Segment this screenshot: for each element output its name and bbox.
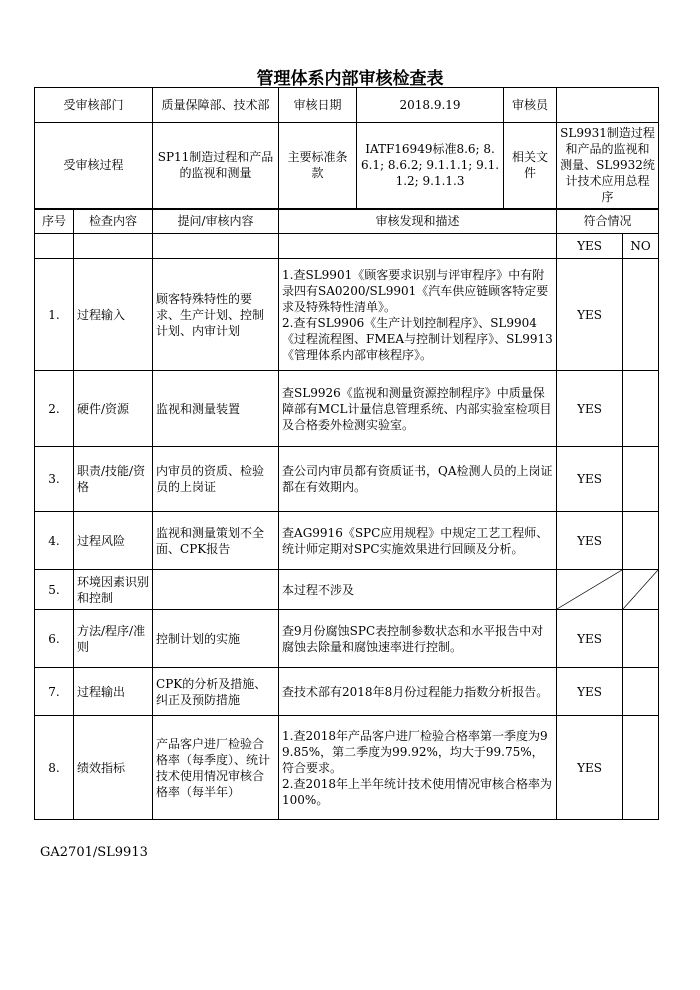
header-conform: 符合情况 — [557, 209, 659, 234]
table-row: 5. 环境因素识别和控制 本过程不涉及 — [35, 570, 659, 610]
clause-value: IATF16949标准8.6; 8.6.1; 8.6.2; 9.1.1.1; 9.1.1.2; 9.1.1.3 — [357, 123, 504, 209]
diagonal-slash-icon — [623, 570, 658, 609]
table-row: 1. 过程输入 顾客特殊特性的要求、生产计划、控制计划、内审计划 1.查SL9901《顾客要求识别与评审程序》中有附录四有SA0200/SL9901《汽车供应链顾客特定要求及特殊特性清单》。 2.查有SL9906《生产计划控制程序》、SL9904《过程流程图、FMEA与控制计划程序》、SL9913《管理体系内部审核程序》。 YES — [35, 259, 659, 371]
process-label: 受审核过程 — [35, 123, 153, 209]
clause-label: 主要标准条款 — [279, 123, 357, 209]
info-row-process — [35, 123, 659, 209]
document-code: GA2701/SL9913 — [40, 845, 148, 860]
table-row: 4. 过程风险 监视和测量策划不全面、CPK报告 查AG9916《SPC应用规程》中规定工艺工程师、统计师定期对SPC实施效果进行回顾及分析。 YES — [35, 512, 659, 570]
date-label: 审核日期 — [279, 88, 357, 123]
not-applicable-slash — [557, 570, 623, 610]
dept-value: 质量保障部、技术部 — [153, 88, 279, 123]
table-row: 2. 硬件/资源 监视和测量装置 查SL9926《监视和测量资源控制程序》中质量保障部有MCL计量信息管理系统、内部实验室检项目及合格委外检测实验室。 YES — [35, 371, 659, 447]
header-content: 检查内容 — [74, 209, 153, 234]
header-question: 提问/审核内容 — [153, 209, 279, 234]
dept-label: 受审核部门 — [35, 88, 153, 123]
table-row: 3. 职责/技能/资格 内审员的资质、检验员的上岗证 查公司内审员都有资质证书，QA检测人员的上岗证都在有效期内。 YES — [35, 447, 659, 512]
audit-checklist-table — [34, 87, 659, 820]
table-row: 7. 过程输出 CPK的分析及措施、纠正及预防措施 查技术部有2018年8月份过程能力指数分析报告。 YES — [35, 668, 659, 716]
header-finding: 审核发现和描述 — [279, 209, 557, 234]
header-row — [35, 209, 659, 234]
date-value: 2018.9.19 — [357, 88, 504, 123]
not-applicable-slash — [623, 570, 659, 610]
header-yes: YES — [557, 234, 623, 259]
diagonal-slash-icon — [557, 570, 622, 609]
docs-value: SL9931制造过程和产品的监视和测量、SL9932统计技术应用总程序 — [557, 123, 659, 209]
info-row-dept — [35, 88, 659, 123]
subheader-row — [35, 234, 659, 259]
table-row: 8. 绩效指标 产品客户进厂检验合格率（每季度）、统计技术使用情况审核合格率（每半年） 1.查2018年产品客户进厂检验合格率第一季度为99.85%，第二季度为99.92%，均大于99.75%，符合要求。 2.查2018年上半年统计技术使用情况审核合格率为100%。 YES — [35, 716, 659, 820]
docs-label: 相关文件 — [504, 123, 557, 209]
auditor-value — [557, 88, 659, 123]
header-no: 序号 — [35, 209, 74, 234]
header-no-mark: NO — [623, 234, 659, 259]
table-row: 6. 方法/程序/准则 控制计划的实施 查9月份腐蚀SPC表控制参数状态和水平报告中对腐蚀去除量和腐蚀速率进行控制。 YES — [35, 610, 659, 668]
page-title: 管理体系内部审核检查表 — [256, 69, 444, 89]
auditor-label: 审核员 — [504, 88, 557, 123]
process-value: SP11制造过程和产品的监视和测量 — [153, 123, 279, 209]
